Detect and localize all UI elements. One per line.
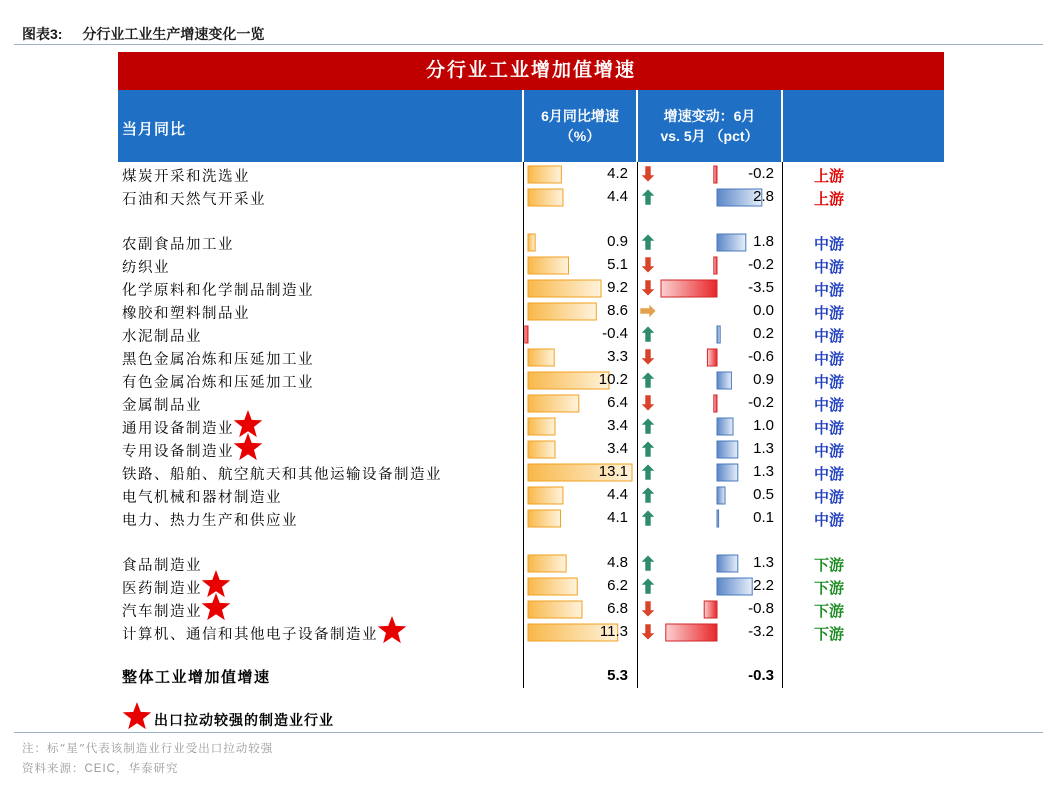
row-industry-label: 食品制造业 xyxy=(122,558,202,574)
row-industry-label: 橡胶和塑料制品业 xyxy=(122,306,250,322)
arrow-down-icon xyxy=(641,280,655,296)
change-bar xyxy=(661,280,717,297)
stream-label: 中游 xyxy=(814,305,845,322)
yoy-value: 4.4 xyxy=(607,486,628,503)
arrow-down-icon xyxy=(641,395,655,411)
row-industry-label: 纺织业 xyxy=(122,260,170,276)
yoy-value: 8.6 xyxy=(607,302,628,319)
row-industry-label: 煤炭开采和洗选业 xyxy=(122,169,250,185)
row-industry-label: 通用设备制造业 xyxy=(122,421,234,437)
header-yoy-line1: 6月同比增速 xyxy=(541,108,619,124)
yoy-bar xyxy=(528,441,555,458)
row-industry-label: 金属制品业 xyxy=(122,398,202,414)
yoy-value: 6.4 xyxy=(607,394,628,411)
row-industry-label: 农副食品加工业 xyxy=(122,237,234,253)
figure-title-text: 分行业工业生产增速变化一览 xyxy=(82,26,265,42)
row-industry-label: 电气机械和器材制造业 xyxy=(122,490,282,506)
change-value: 1.8 xyxy=(753,233,774,250)
arrow-down-icon xyxy=(641,624,655,640)
star-legend-icon xyxy=(123,702,152,729)
arrow-up-icon xyxy=(641,372,655,388)
change-value: -0.8 xyxy=(748,600,774,617)
stream-label: 下游 xyxy=(814,603,845,620)
yoy-value: 4.8 xyxy=(607,554,628,571)
row-industry-label: 有色金属冶炼和压延加工业 xyxy=(122,375,314,391)
stream-label: 中游 xyxy=(814,282,845,299)
yoy-value: 3.4 xyxy=(607,417,628,434)
source-note: 资料来源：CEIC，华泰研究 xyxy=(22,763,179,775)
yoy-value: 3.3 xyxy=(607,348,628,365)
change-value: 1.0 xyxy=(753,417,774,434)
header-industry-label: 当月同比 xyxy=(122,121,187,138)
header-change-line1: 增速变动：6月 xyxy=(663,108,756,124)
star-icon xyxy=(202,593,231,620)
total-label: 整体工业增加值增速 xyxy=(122,668,271,686)
star-icon xyxy=(234,433,263,460)
arrow-down-icon xyxy=(641,349,655,365)
yoy-value: 4.1 xyxy=(607,509,628,526)
yoy-value: 10.2 xyxy=(598,371,628,388)
total-change-value: -0.3 xyxy=(748,667,774,684)
stream-label: 中游 xyxy=(814,443,845,460)
stream-label: 中游 xyxy=(814,512,845,529)
table-banner: 分行业工业增加值增速 xyxy=(118,52,944,90)
stream-label: 中游 xyxy=(814,351,845,368)
change-value: -0.2 xyxy=(748,165,774,182)
yoy-bar xyxy=(528,234,535,251)
stream-label: 中游 xyxy=(814,489,845,506)
stream-label: 中游 xyxy=(814,259,845,276)
stream-label: 中游 xyxy=(814,374,845,391)
header-yoy-line2: （%） xyxy=(559,128,601,144)
change-value: -0.6 xyxy=(748,348,774,365)
star-legend-text: 出口拉动较强的制造业行业 xyxy=(154,713,334,729)
arrow-up-icon xyxy=(641,555,655,571)
change-value: 0.9 xyxy=(753,371,774,388)
header-change-line2: vs. 5月 （pct） xyxy=(660,128,759,144)
change-value: 2.8 xyxy=(753,188,774,205)
yoy-value: 6.8 xyxy=(607,600,628,617)
row-industry-label: 铁路、船舶、航空航天和其他运输设备制造业 xyxy=(122,467,442,483)
change-value: -0.2 xyxy=(748,256,774,273)
arrow-down-icon xyxy=(641,166,655,182)
yoy-bar xyxy=(528,418,555,435)
total-yoy-value: 5.3 xyxy=(607,667,628,684)
figure-label: 图表3: xyxy=(22,26,63,42)
stream-label: 中游 xyxy=(814,236,845,253)
yoy-value: 0.9 xyxy=(607,233,628,250)
change-value: -0.2 xyxy=(748,394,774,411)
change-value: 2.2 xyxy=(753,577,774,594)
yoy-value: 6.2 xyxy=(607,577,628,594)
yoy-value: 9.2 xyxy=(607,279,628,296)
change-bar xyxy=(666,624,717,641)
yoy-value: 3.4 xyxy=(607,440,628,457)
row-industry-label: 汽车制造业 xyxy=(122,604,202,620)
change-value: 1.3 xyxy=(753,463,774,480)
yoy-value: -0.4 xyxy=(602,325,628,342)
arrow-up-icon xyxy=(641,418,655,434)
stream-label: 中游 xyxy=(814,328,845,345)
yoy-bar xyxy=(528,166,561,183)
stream-label: 中游 xyxy=(814,466,845,483)
arrow-up-icon xyxy=(641,578,655,594)
arrow-up-icon xyxy=(641,234,655,250)
arrow-up-icon xyxy=(641,189,655,205)
yoy-bar xyxy=(528,189,563,206)
row-industry-label: 专用设备制造业 xyxy=(122,444,234,460)
yoy-bar xyxy=(528,487,563,504)
yoy-value: 4.2 xyxy=(607,165,628,182)
arrow-up-icon xyxy=(641,464,655,480)
yoy-bar xyxy=(528,257,568,274)
arrow-up-icon xyxy=(641,510,655,526)
yoy-value: 11.3 xyxy=(599,623,628,640)
stream-label: 下游 xyxy=(814,557,845,574)
arrow-up-icon xyxy=(641,326,655,342)
yoy-value: 4.4 xyxy=(607,188,628,205)
change-value: 1.3 xyxy=(753,554,774,571)
yoy-bar xyxy=(528,349,554,366)
change-value: -3.5 xyxy=(748,279,774,296)
row-industry-label: 石油和天然气开采业 xyxy=(122,192,266,208)
stream-label: 上游 xyxy=(814,191,845,208)
yoy-bar xyxy=(528,555,566,572)
arrow-up-icon xyxy=(641,487,655,503)
stream-label: 上游 xyxy=(814,168,845,185)
yoy-bar xyxy=(528,510,561,527)
yoy-bar xyxy=(525,326,528,343)
change-value: 0.5 xyxy=(753,486,774,503)
arrow-down-icon xyxy=(641,257,655,273)
stream-label: 下游 xyxy=(814,580,845,597)
row-industry-label: 电力、热力生产和供应业 xyxy=(122,513,298,529)
row-industry-label: 化学原料和化学制品制造业 xyxy=(122,283,314,299)
arrow-right-icon xyxy=(640,304,656,318)
arrow-down-icon xyxy=(641,601,655,617)
row-industry-label: 黑色金属冶炼和压延加工业 xyxy=(122,352,314,368)
stream-label: 中游 xyxy=(814,397,845,414)
change-value: 1.3 xyxy=(753,440,774,457)
change-value: 0.0 xyxy=(753,302,774,319)
change-value: -3.2 xyxy=(748,623,774,640)
row-industry-label: 计算机、通信和其他电子设备制造业 xyxy=(122,627,378,643)
bottom-rule xyxy=(14,732,1043,733)
change-value: 0.1 xyxy=(753,509,774,526)
stream-label: 中游 xyxy=(814,420,845,437)
footnote: 注：标“星”代表该制造业行业受出口拉动较强 xyxy=(22,741,274,755)
change-value: 0.2 xyxy=(753,325,774,342)
star-icon xyxy=(378,616,407,643)
row-industry-label: 医药制造业 xyxy=(122,581,202,597)
stream-label: 下游 xyxy=(814,626,845,643)
yoy-value: 13.1 xyxy=(598,463,628,480)
row-industry-label: 水泥制品业 xyxy=(122,329,202,345)
arrow-up-icon xyxy=(641,441,655,457)
yoy-value: 5.1 xyxy=(607,256,628,273)
